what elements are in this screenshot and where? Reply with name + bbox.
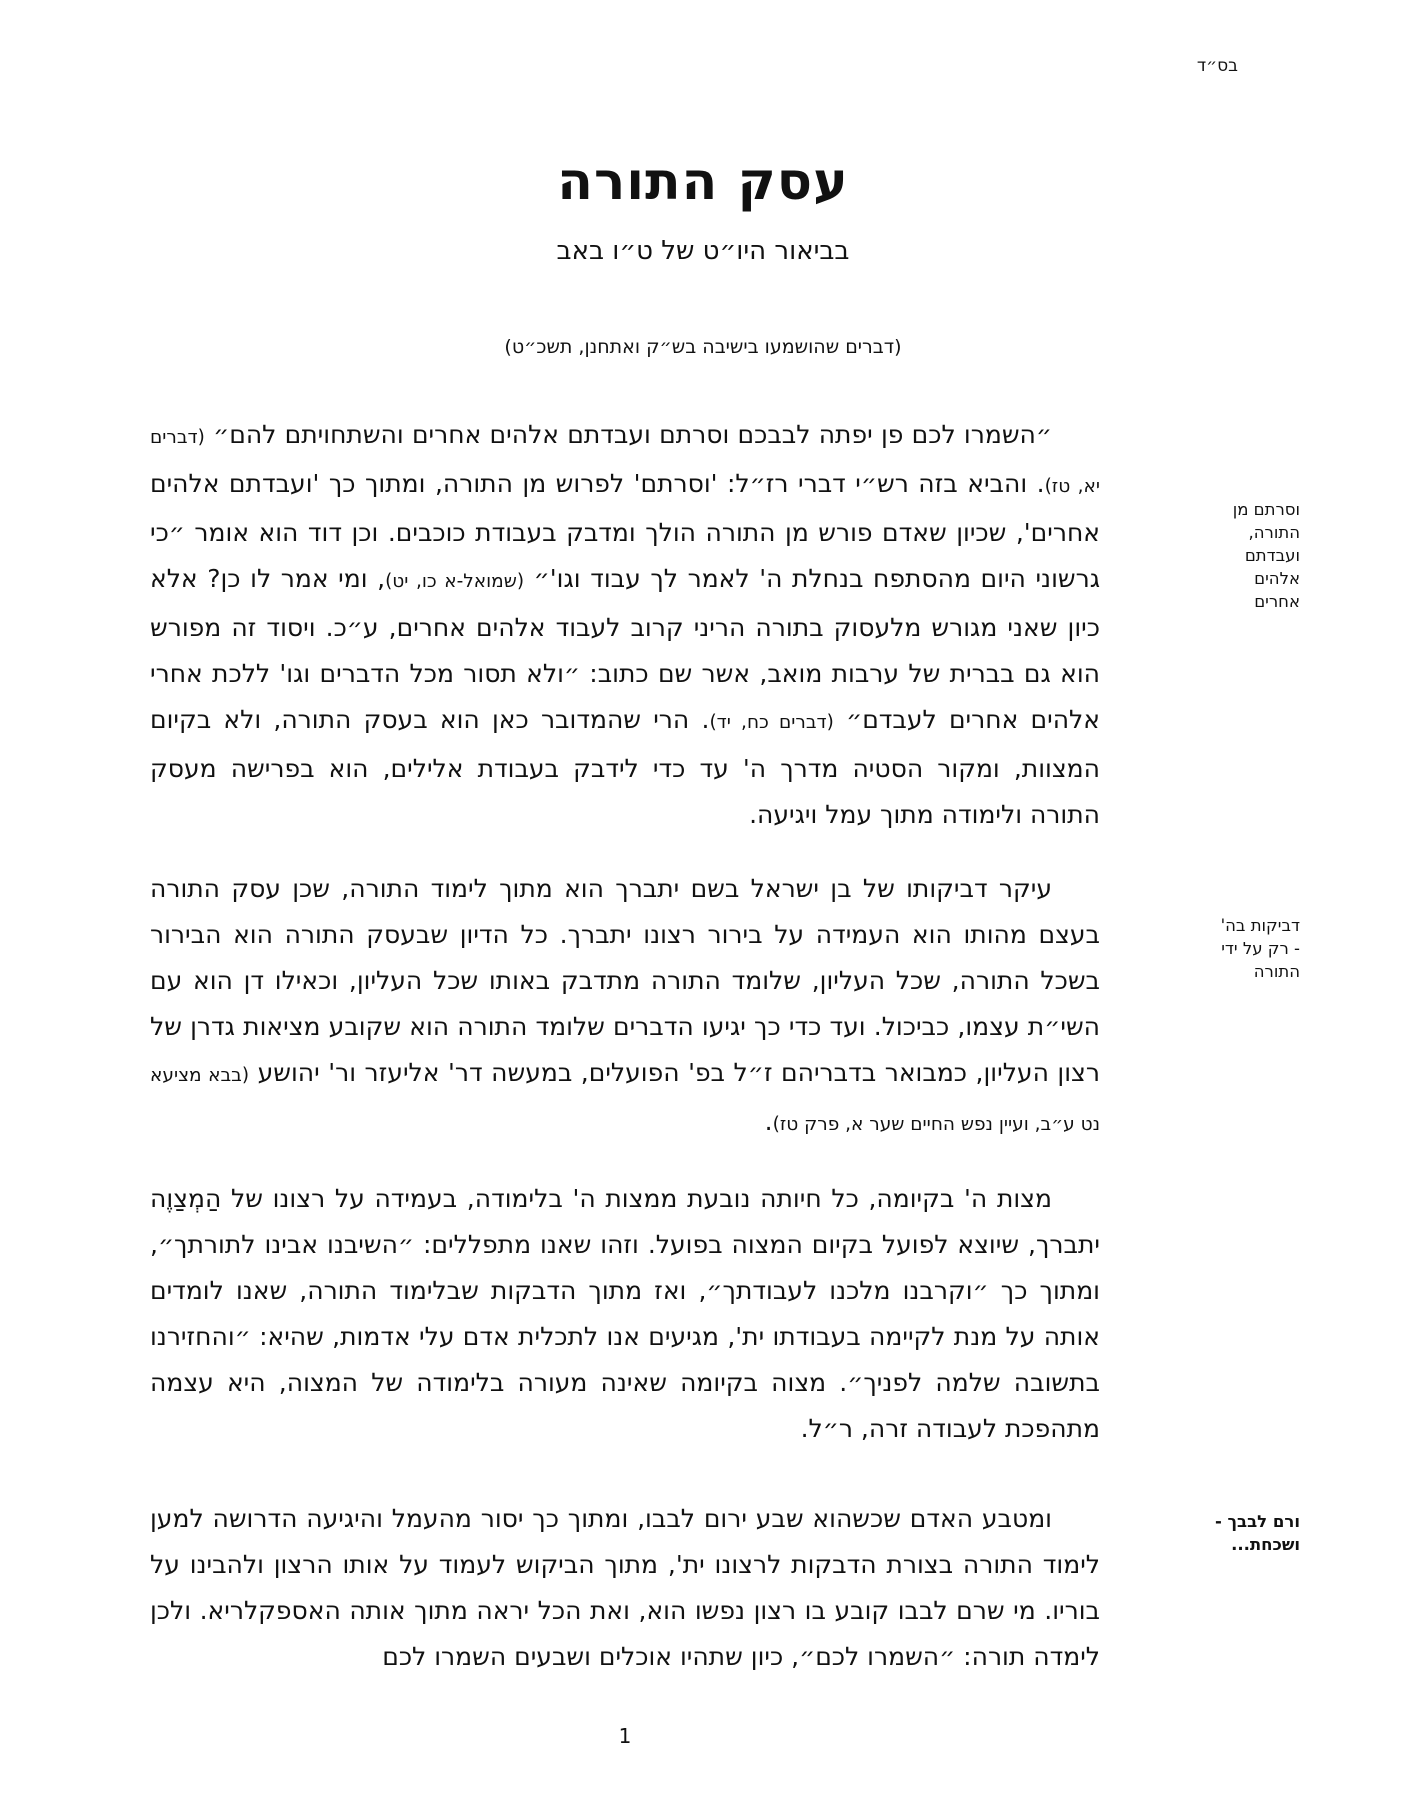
margin-note — [1188, 498, 1300, 613]
source-citation: (שמואל-א כו, יט) — [385, 571, 525, 592]
text-segment: ומטבע האדם שכשהוא שבע ירום לבבו, ומתוך כך יסור מהעמל והיגיעה הדרושה למען לימוד התורה בצורת הדבקות לרצונו ית', מתוך הביקוש לעמוד על אותו הרצון ולהבינו על בוריו. מי שרם לבבו קובע בו רצון נפשו הוא, ואת הכל יראה מתוך אותה האספקלריא. ולכן לימדה תורה: ״השמרו לכם״, כיון שתהיו אוכלים ושבעים השמרו לכם — [150, 1504, 1100, 1671]
margin-note-line: ועבדתם — [1244, 546, 1300, 565]
margin-note-line: התורה — [1253, 962, 1300, 981]
text-segment: . — [764, 1107, 773, 1136]
margin-note-line: אלהים — [1254, 569, 1300, 588]
paragraph — [150, 866, 1100, 1148]
body-text — [150, 412, 1100, 1680]
paragraph — [150, 1176, 1100, 1452]
source-citation: (דברים כח, יד) — [709, 712, 834, 733]
page-number: 1 — [618, 1724, 632, 1748]
bsd-mark: בס״ד — [1196, 56, 1238, 76]
margin-note — [1188, 1510, 1300, 1556]
margin-note-line: דביקות בה' — [1220, 916, 1300, 935]
source-citation: (בבא מציעא נט ע״ב, ועיין נפש החיים שער א, פרק טז) — [150, 1065, 1100, 1135]
margin-note — [1188, 914, 1300, 983]
text-segment: . והביא בזה רש״י דברי רז״ל: 'וסרתם' לפרוש מן התורה, ומתוך כך 'ועבדתם אלהים אחרים', שכיון שאדם פורש מן התורה הולך ומדבק בעבודת כוכבים. וכן דוד הוא אומר ״כי גרשוני היום מהסתפח בנחלת ה' לאמר לך עבוד וגו'״ — [150, 469, 1101, 593]
margin-note-line: ורם לבבך - — [1214, 1512, 1300, 1531]
text-segment: ״השמרו לכם פן יפתה לבבכם וסרתם ועבדתם אלהים אחרים והשתחויתם להם״ — [204, 420, 1052, 449]
text-segment: , ומי אמר לו כן? אלא כיון שאני מגורש מלעסוק בתורה הריני קרוב לעבוד אלהים אחרים, ע״כ. ויסוד זה מפורש הוא גם בברית של ערבות מואב, אשר שם כתוב: ״ולא תסור מכל הדברים וגו' ללכת אחרי אלהים אחרים לעבדם״ — [150, 564, 1100, 734]
margin-note-line: התורה, — [1248, 523, 1300, 542]
paragraph — [150, 1496, 1100, 1680]
paragraph — [150, 412, 1100, 838]
margin-note-line: ושכחת... — [1231, 1535, 1300, 1554]
page-subtitle: בביאור היו״ט של ט״ו באב — [556, 236, 850, 266]
margin-note-line: וסרתם מן — [1232, 500, 1300, 519]
source-citation: (דברים יא, טז) — [150, 427, 1101, 497]
source-note: (דברים שהושמעו בישיבה בש״ק ואתחנן, תשכ״ט) — [504, 336, 902, 358]
margin-note-line: אחרים — [1254, 592, 1300, 611]
text-segment: מצות ה' בקיומה, כל חיותה נובעת ממצות ה' בלימודה, בעמידה על רצונו של הַמְצַוֶה יתברך, שיוצא לפועל בקיום המצוה בפועל. וזהו שאנו מתפללים: ״השיבנו אבינו לתורתך״, ומתוך כך ״וקרבנו מלכנו לעבודתך״, ואז מתוך הדבקות שבלימוד התורה, שאנו לומדים אותה על מנת לקיימה בעבודתו ית', מגיעים אנו לתכלית אדם עלי אדמות, שהיא: ״והחזירנו בתשובה שלמה לפניך״. מצוה בקיומה שאינה מעורה בלימודה של המצוה, היא עצמה מתהפכת לעבודה זרה, ר״ל. — [150, 1184, 1100, 1443]
margin-note-line: - רק על ידי — [1221, 939, 1300, 958]
page-title: עסק התורה — [557, 152, 849, 212]
text-segment: . הרי שהמדובר כאן הוא בעסק התורה, ולא בקיום המצוות, ומקור הסטיה מדרך ה' עד כדי לידבק בעבודת אלילים, הוא בפרישה מעסק התורה ולימודה מתוך עמל ויגיעה. — [150, 705, 1100, 829]
text-segment: עיקר דביקותו של בן ישראל בשם יתברך הוא מתוך לימוד התורה, שכן עסק התורה בעצם מהותו הוא העמידה על בירור רצונו יתברך. כל הדיון שבעסק התורה הוא הבירור בשכל התורה, שכל העליון, שלומד התורה מתדבק באותו שכל העליון, וכאילו דן הוא עם השי״ת עצמו, כביכול. ועד כדי כך יגיעו הדברים שלומד התורה הוא שקובע מציאות גדרן של רצון העליון, כמבואר בדבריהם ז״ל בפ' הפועלים, במעשה דר' אליעזר ור' יהושע — [150, 874, 1100, 1087]
